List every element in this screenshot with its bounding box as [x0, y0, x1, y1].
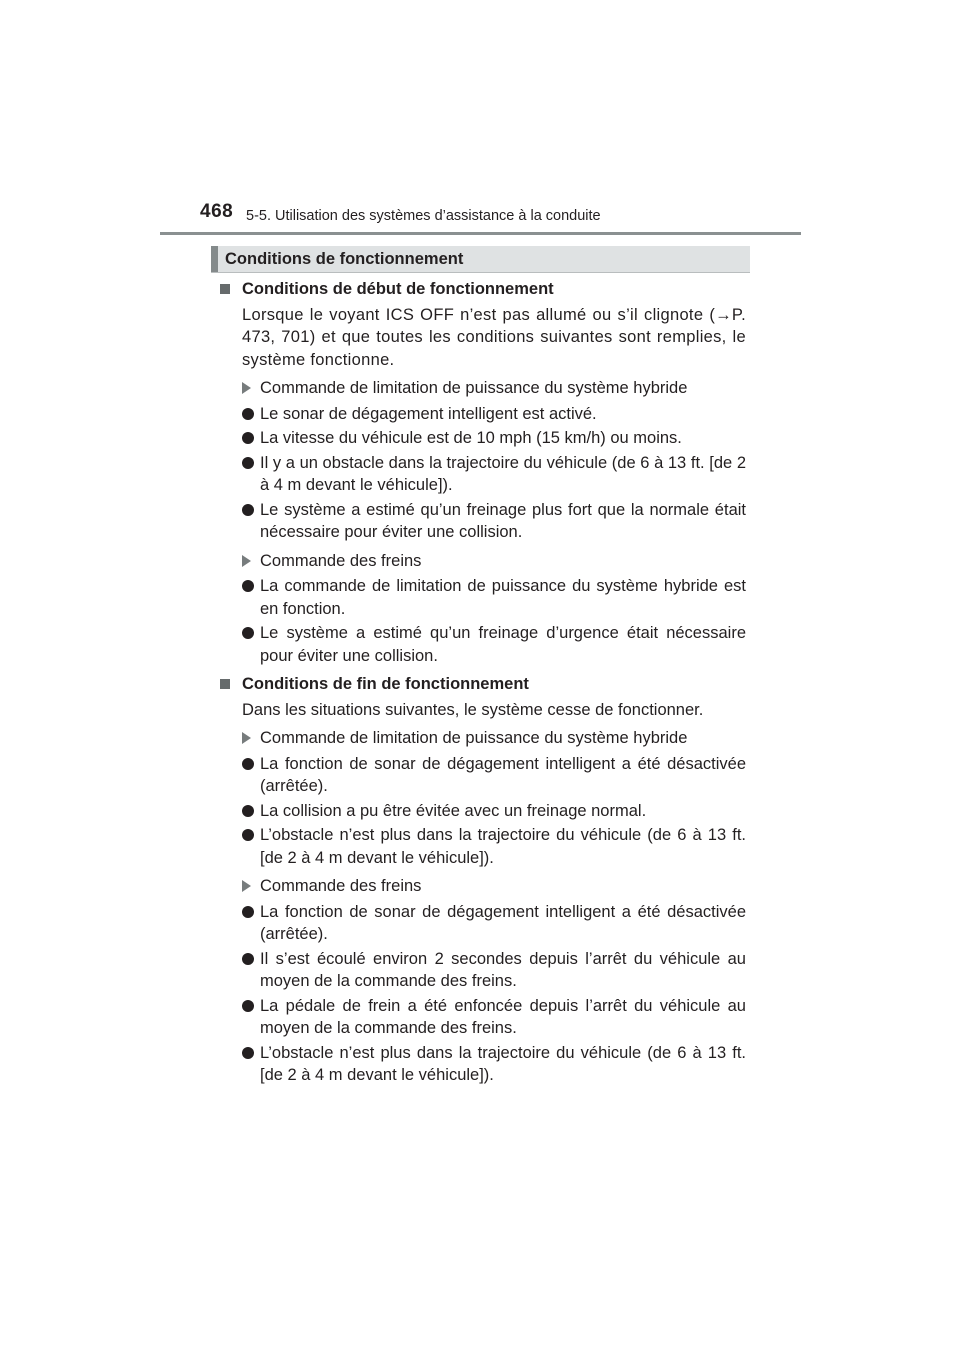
round-bullet-icon [242, 408, 254, 420]
page-number: 468 [200, 201, 234, 222]
subheading-end-conditions [220, 673, 746, 696]
round-bullet-icon [242, 457, 254, 469]
list-item-text: Le système a estimé qu’un freinage d’urgence était nécessaire pour éviter une collision. [260, 624, 746, 665]
list-item [242, 824, 746, 869]
page-header [0, 0, 960, 240]
list-item [242, 622, 746, 667]
list-item-text: La pédale de frein a été enfoncée depuis l’arrêt du véhicule au moyen de la commande des freins. [260, 996, 746, 1037]
list-item-text: L’obstacle n’est plus dans la trajectoire du véhicule (de 6 à 13 ft. [de 2 à 4 m devant le véhicule]). [260, 826, 746, 867]
square-bullet-icon [220, 679, 230, 689]
group-title [242, 727, 746, 750]
round-bullet-icon [242, 829, 254, 841]
triangle-bullet-icon [242, 880, 251, 892]
list-item [242, 995, 746, 1040]
round-bullet-icon [242, 504, 254, 516]
group-title-text: Commande de limitation de puissance du système hybride [260, 379, 688, 397]
subheading-start-conditions [220, 278, 746, 301]
chapter-title: 5-5. Utilisation des systèmes d’assistance à la conduite [246, 208, 601, 224]
list-item [242, 427, 746, 450]
round-bullet-icon [242, 906, 254, 918]
section-title-bar [211, 246, 750, 273]
section-bar-accent [211, 246, 218, 272]
group-title-text: Commande des freins [260, 877, 422, 895]
group-title [242, 875, 746, 898]
round-bullet-icon [242, 432, 254, 444]
list-item-text: Le système a estimé qu’un freinage plus fort que la normale était nécessaire pour éviter une collision. [260, 500, 746, 541]
list-item-text: La vitesse du véhicule est de 10 mph (15 km/h) ou moins. [260, 429, 682, 447]
round-bullet-icon [242, 580, 254, 592]
round-bullet-icon [242, 805, 254, 817]
list-item [242, 753, 746, 798]
list-item [242, 575, 746, 620]
list-item [242, 452, 746, 497]
group-title [242, 377, 746, 400]
list-item [242, 901, 746, 946]
list-item-text: La fonction de sonar de dégagement intelligent a été désactivée (arrêtée). [260, 754, 746, 795]
group-title-text: Commande des freins [260, 551, 422, 570]
round-bullet-icon [242, 1047, 254, 1059]
triangle-bullet-icon [242, 382, 251, 394]
round-bullet-icon [242, 627, 254, 639]
round-bullet-icon [242, 758, 254, 770]
list-item-text: Il s’est écoulé environ 2 secondes depuis l’arrêt du véhicule au moyen de la commande des freins. [260, 949, 746, 990]
page-content [220, 278, 746, 1089]
list-item-text: L’obstacle n’est plus dans la trajectoire du véhicule (de 6 à 13 ft. [de 2 à 4 m devant le véhicule]). [260, 1043, 746, 1084]
triangle-bullet-icon [242, 732, 251, 744]
triangle-bullet-icon [242, 555, 251, 567]
list-item-text: Il y a un obstacle dans la trajectoire du véhicule (de 6 à 13 ft. [de 2 à 4 m devant le véhicule]). [260, 453, 746, 494]
subheading-text: Conditions de fin de fonctionnement [242, 675, 529, 693]
list-item [242, 499, 746, 544]
list-item-text: La commande de limitation de puissance du système hybride est en fonction. [260, 577, 746, 618]
group-title-text: Commande de limitation de puissance du système hybride [260, 729, 688, 747]
list-item [242, 800, 746, 823]
square-bullet-icon [220, 284, 230, 294]
end-intro-paragraph: Dans les situations suivantes, le système cesse de fonctionner. [242, 700, 704, 719]
round-bullet-icon [242, 1000, 254, 1012]
group-title [242, 550, 746, 573]
list-item [242, 948, 746, 993]
start-intro-paragraph: Lorsque le voyant ICS OFF n’est pas allumé ou s’il clignote (→P. 473, 701) et que toutes les conditions suivantes sont remplies, le système fonctionne. [242, 305, 746, 369]
header-rule [160, 232, 801, 235]
subheading-text: Conditions de début de fonctionnement [242, 280, 554, 298]
list-item-text: La fonction de sonar de dégagement intelligent a été désactivée (arrêtée). [260, 902, 746, 943]
section-title: Conditions de fonctionnement [225, 250, 464, 268]
list-item-text: La collision a pu être évitée avec un freinage normal. [260, 801, 647, 820]
round-bullet-icon [242, 953, 254, 965]
list-item [242, 403, 746, 426]
list-item-text: Le sonar de dégagement intelligent est activé. [260, 404, 597, 423]
list-item [242, 1042, 746, 1087]
